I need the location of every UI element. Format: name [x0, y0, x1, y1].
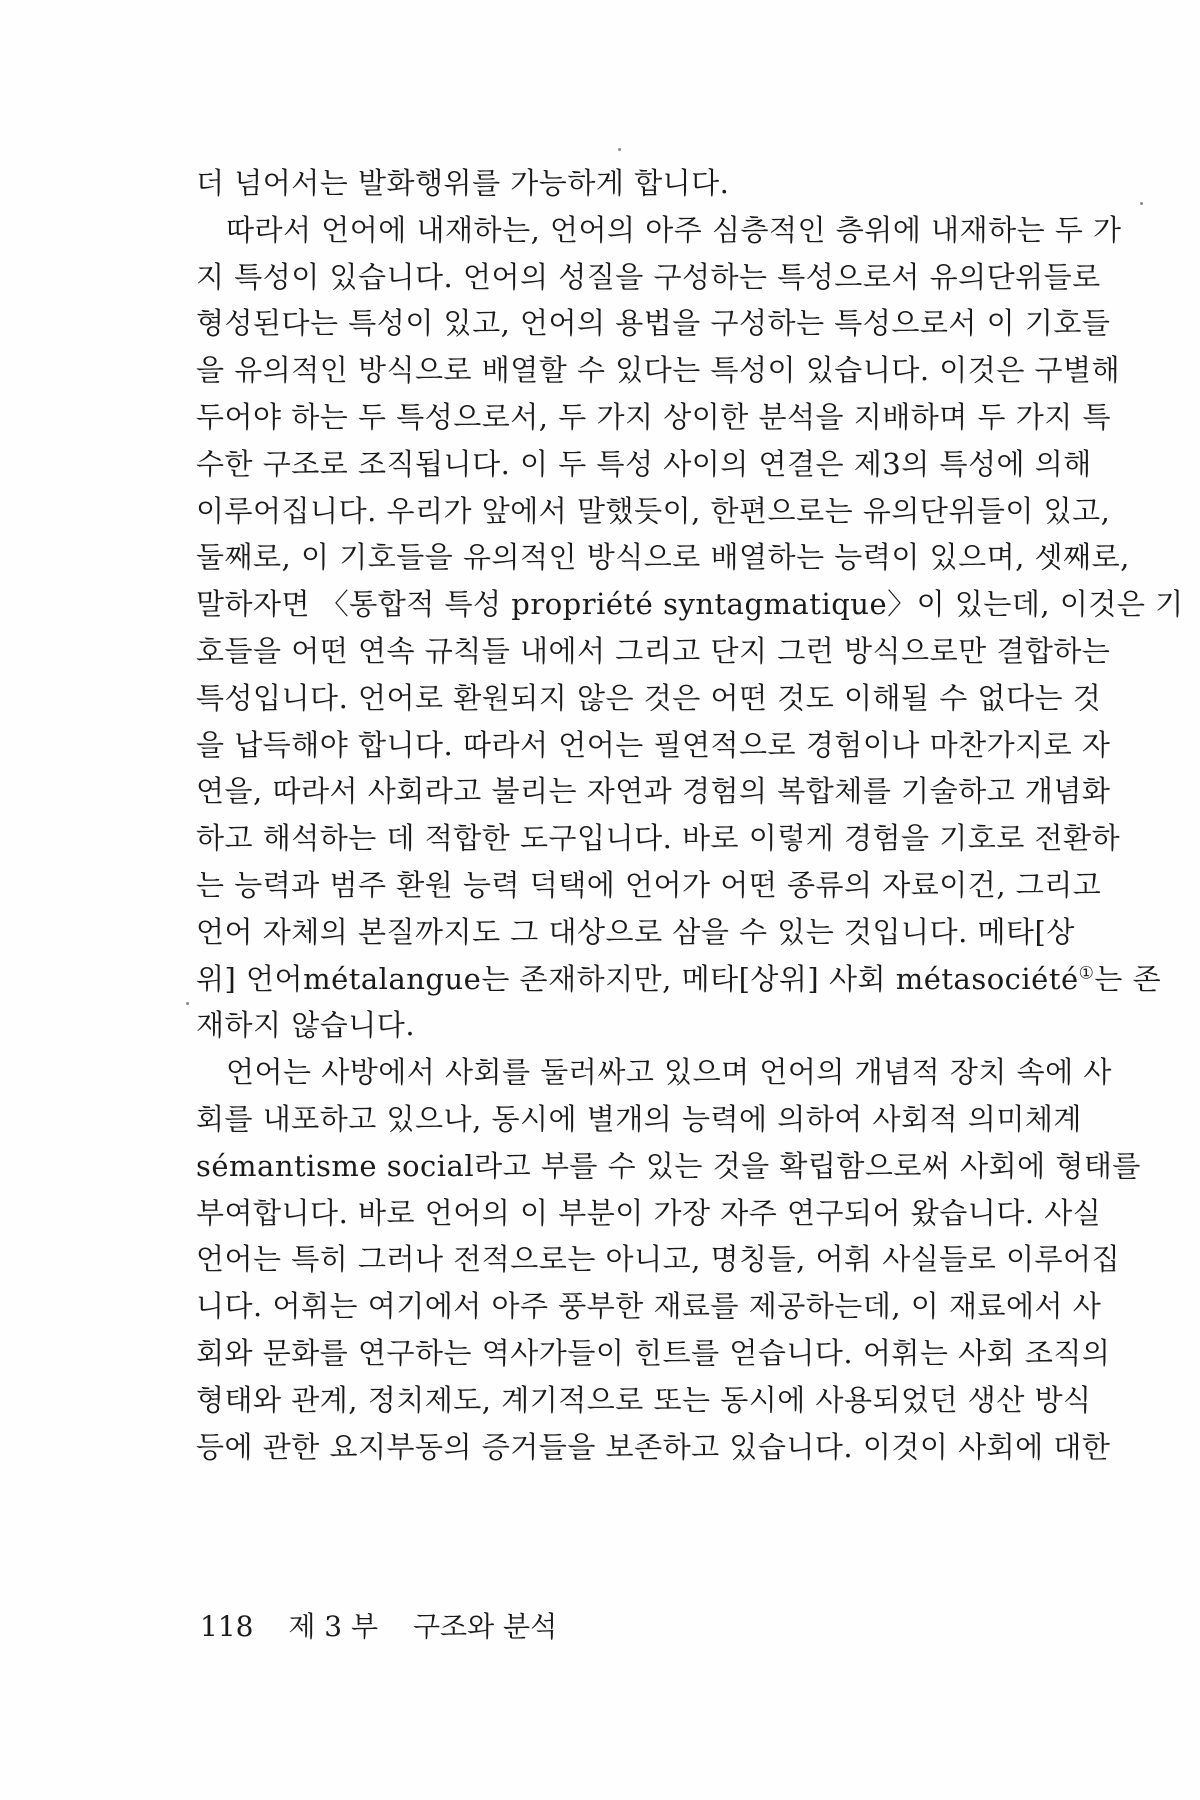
scan-speck — [1140, 202, 1143, 205]
text-line-with-footnote — [196, 956, 1162, 1003]
text-line: 지 특성이 있습니다. 언어의 성질을 구성하는 특성으로서 유의단위들로 — [196, 259, 1101, 294]
section-title: 구조와 분석 — [412, 1610, 558, 1643]
text-line: 을 납득해야 합니다. 따라서 언어는 필연적으로 경험이나 마찬가지로 자 — [196, 727, 1111, 762]
page-footer — [200, 1607, 583, 1647]
text-line: 하고 해석하는 데 적합한 도구입니다. 바로 이렇게 경험을 기호로 전환하 — [196, 821, 1121, 856]
text-line: 회와 문화를 연구하는 역사가들이 힌트를 얻습니다. 어휘는 사회 조직의 — [196, 1335, 1111, 1370]
text-line: 말하자면 〈통합적 특성 propriété syntagmatique〉이 있는데, 이것은 기 — [196, 587, 1184, 622]
scan-speck — [186, 1002, 189, 1005]
text-segment: 위] 언어métalangue는 존재하지만, 메타[상위] 사회 métasociété — [196, 961, 1079, 996]
text-line: 는 능력과 범주 환원 능력 덕택에 언어가 어떤 종류의 자료이건, 그리고 — [196, 867, 1102, 902]
text-line: 형태와 관계, 정치제도, 계기적으로 또는 동시에 사용되었던 생산 방식 — [196, 1382, 1092, 1417]
text-line: 따라서 언어에 내재하는, 언어의 아주 심층적인 층위에 내재하는 두 가 — [226, 212, 1122, 247]
text-line: 니다. 어휘는 여기에서 아주 풍부한 재료를 제공하는데, 이 재료에서 사 — [196, 1289, 1102, 1324]
footnote-marker[interactable]: ① — [1078, 962, 1095, 983]
text-line: 호들을 어떤 연속 규칙들 내에서 그리고 단지 그런 방식으로만 결합하는 — [196, 633, 1111, 668]
text-line: 재하지 않습니다. — [196, 1008, 416, 1043]
text-line: 언어 자체의 본질까지도 그 대상으로 삼을 수 있는 것입니다. 메타[상 — [196, 914, 1075, 949]
part-label: 제 3 부 — [288, 1610, 379, 1643]
text-line: 둘째로, 이 기호들을 유의적인 방식으로 배열하는 능력이 있으며, 셋째로, — [196, 540, 1130, 575]
text-line: 두어야 하는 두 특성으로서, 두 가지 상이한 분석을 지배하며 두 가지 특 — [196, 399, 1112, 434]
text-line: 형성된다는 특성이 있고, 언어의 용법을 구성하는 특성으로서 이 기호들 — [196, 306, 1111, 341]
text-line: 언어는 특히 그러나 전적으로는 아니고, 명칭들, 어휘 사실들로 이루어집 — [196, 1242, 1121, 1277]
body-text — [196, 160, 1184, 1470]
text-line: 특성입니다. 언어로 환원되지 않은 것은 어떤 것도 이해될 수 없다는 것 — [196, 680, 1102, 715]
text-line: 회를 내포하고 있으나, 동시에 별개의 능력에 의하여 사회적 의미체계 — [196, 1101, 1082, 1136]
text-line: 수한 구조로 조직됩니다. 이 두 특성 사이의 연결은 제3의 특성에 의해 — [196, 446, 1092, 481]
text-line: 부여합니다. 바로 언어의 이 부분이 가장 자주 연구되어 왔습니다. 사실 — [196, 1195, 1102, 1230]
text-line: sémantisme social라고 부를 수 있는 것을 확립함으로써 사회에 형태를 — [196, 1148, 1141, 1183]
text-line: 언어는 사방에서 사회를 둘러싸고 있으며 언어의 개념적 장치 속에 사 — [226, 1055, 1112, 1090]
text-line: 을 유의적인 방식으로 배열할 수 있다는 특성이 있습니다. 이것은 구별해 — [196, 353, 1121, 388]
text-line: 더 넘어서는 발화행위를 가능하게 합니다. — [196, 166, 730, 200]
text-line: 연을, 따라서 사회라고 불리는 자연과 경험의 복합체를 기술하고 개념화 — [196, 774, 1111, 809]
text-line: 이루어집니다. 우리가 앞에서 말했듯이, 한편으로는 유의단위들이 있고, — [196, 493, 1111, 528]
text-line: 등에 관한 요지부동의 증거들을 보존하고 있습니다. 이것이 사회에 대한 — [196, 1429, 1111, 1464]
text-segment: 는 존 — [1094, 961, 1162, 996]
page-number: 118 — [200, 1610, 254, 1643]
scan-speck — [618, 148, 621, 151]
